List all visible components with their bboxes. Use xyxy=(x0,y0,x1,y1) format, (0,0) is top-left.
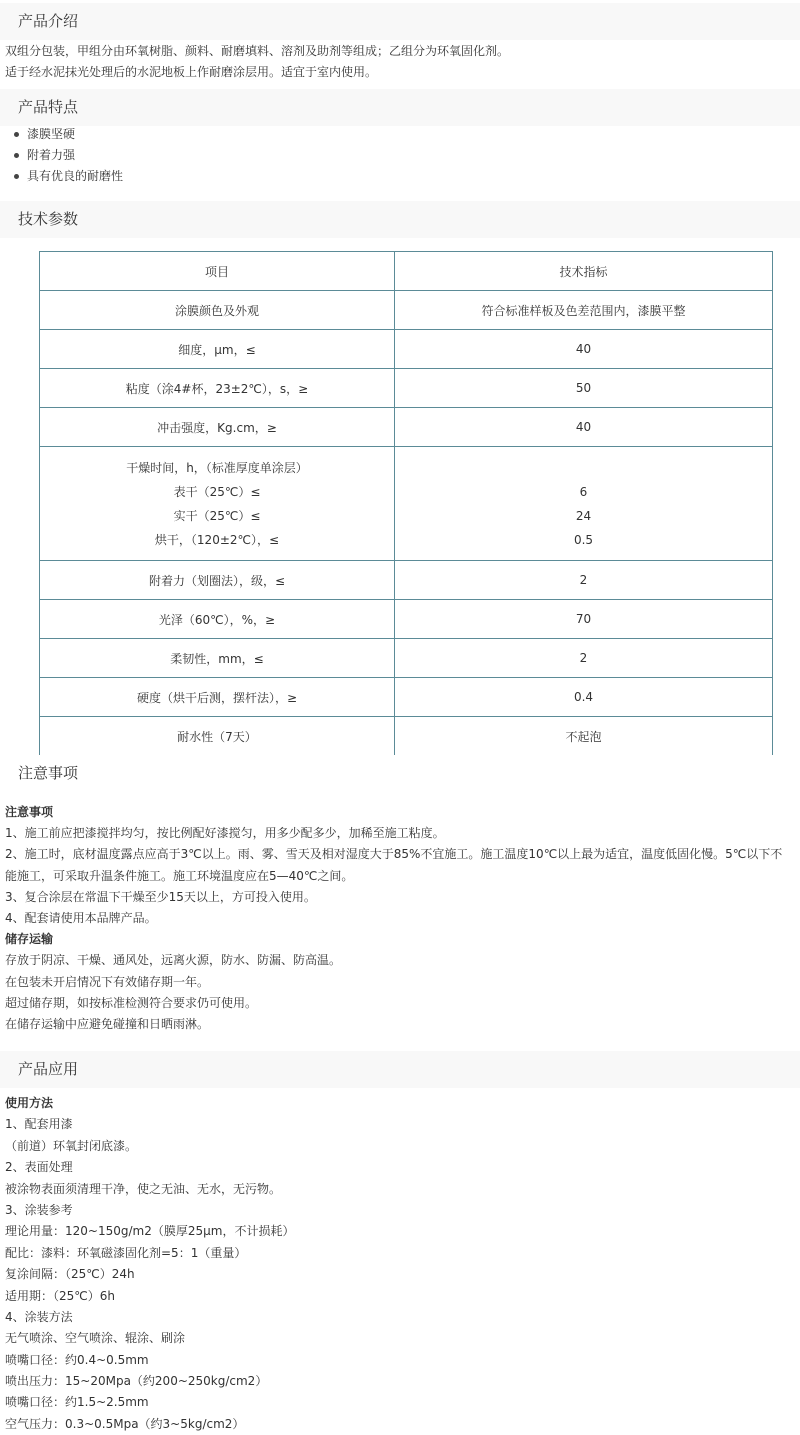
usage-line: 被涂物表面须清理干净，使之无油、无水，无污物。 xyxy=(5,1181,282,1196)
usage-line: 适用期：（25℃）6h xyxy=(5,1288,115,1303)
table-row xyxy=(40,408,773,447)
table-cell-item: 柔韧性，mm，≤ xyxy=(40,639,395,678)
table-row xyxy=(40,600,773,639)
table-cell-value: 2 xyxy=(395,561,773,600)
table-row xyxy=(40,291,773,330)
drying-value-line: 0.5 xyxy=(573,532,594,547)
notes-subheading: 注意事项 xyxy=(5,805,54,819)
bullet-icon xyxy=(14,153,19,158)
drying-item-line: 干燥时间，h，（标准厚度单涂层） xyxy=(126,460,308,475)
intro-line: 适于经水泥抹光处理后的水泥地板上作耐磨涂层用。适宜于室内使用。 xyxy=(5,65,378,79)
storage-line: 在储存运输中应避免碰撞和日晒雨淋。 xyxy=(5,1016,210,1031)
storage-line: 超过储存期，如按标准检测符合要求仍可使用。 xyxy=(5,995,258,1010)
usage-line: 4、涂装方法 xyxy=(5,1309,73,1324)
bullet-icon xyxy=(14,174,19,179)
storage-subheading: 储存运输 xyxy=(5,932,54,947)
usage-line: 3、涂装参考 xyxy=(5,1202,73,1217)
intro-line: 双组分包装，甲组分由环氧树脂、颜料、耐磨填料、溶剂及助剂等组成；乙组分为环氧固化剂。 xyxy=(5,44,510,58)
notes-line: 能施工，可采取升温条件施工。施工环境温度应在5—40℃之间。 xyxy=(5,868,354,883)
table-cell-value: 符合标准样板及色差范围内，漆膜平整 xyxy=(395,291,773,330)
usage-line: 理论用量：120~150g/m2（膜厚25μm，不计损耗） xyxy=(5,1224,295,1239)
notes-line: 4、配套请使用本品牌产品。 xyxy=(5,910,157,925)
drying-item-line: 实干（25℃）≤ xyxy=(173,508,261,523)
usage-line: （前道）环氧封闭底漆。 xyxy=(5,1138,138,1153)
notes-line: 3、复合涂层在常温下干燥至少15天以上，方可投入使用。 xyxy=(5,889,316,904)
table-cell-item: 硬度（烘干后测，摆杆法），≥ xyxy=(40,678,395,717)
tech-params-table xyxy=(39,251,773,756)
intro-text xyxy=(5,41,509,83)
usage-line: 喷嘴口径：约0.4~0.5mm xyxy=(5,1352,149,1367)
table-cell-value: 40 xyxy=(395,408,773,447)
feature-label: 具有优良的耐磨性 xyxy=(27,169,124,183)
usage-line: 1、配套用漆 xyxy=(5,1117,73,1132)
table-cell-value: 0.4 xyxy=(395,678,773,717)
storage-line: 存放于阴凉、干燥、通风处，远离火源，防水、防漏、防高温。 xyxy=(5,953,342,968)
table-cell-item: 耐水性（7天） xyxy=(40,717,395,756)
section-heading-application: 产品应用 xyxy=(0,1051,800,1088)
table-cell-item: 细度，μm，≤ xyxy=(40,330,395,369)
notes-line: 2、施工时，底材温度露点应高于3℃以上。雨、雾、雪天及相对湿度大于85%不宜施工。施工温度10℃以上最为适宜，温度低固化慢。5℃以下不 xyxy=(5,847,783,862)
table-cell-item: 光泽（60℃），%，≥ xyxy=(40,600,395,639)
table-row xyxy=(40,561,773,600)
table-cell-item: 粘度（涂4#杯，23±2℃），s，≥ xyxy=(40,369,395,408)
feature-list xyxy=(14,124,123,187)
usage-line: 无气喷涂、空气喷涂、辊涂、刷涂 xyxy=(5,1331,186,1346)
table-cell-value xyxy=(395,447,773,561)
usage-line: 喷出压力：15~20Mpa（约200~250kg/cm2） xyxy=(5,1374,268,1389)
table-row-drying xyxy=(40,447,773,561)
table-row xyxy=(40,369,773,408)
application-body xyxy=(5,1093,294,1435)
table-cell-value: 70 xyxy=(395,600,773,639)
usage-line: 喷嘴口径：约1.5~2.5mm xyxy=(5,1395,149,1410)
table-header-item: 项目 xyxy=(40,252,395,291)
usage-line: 2、表面处理 xyxy=(5,1160,73,1175)
drying-value-line: 24 xyxy=(575,508,592,523)
storage-line: 在包装未开启情况下有效储存期一年。 xyxy=(5,974,210,989)
table-row xyxy=(40,717,773,756)
feature-item xyxy=(14,166,123,187)
table-cell-value: 50 xyxy=(395,369,773,408)
bullet-icon xyxy=(14,132,19,137)
drying-value-line xyxy=(395,456,772,480)
table-row xyxy=(40,639,773,678)
section-heading-tech: 技术参数 xyxy=(0,201,800,238)
notes-line: 1、施工前应把漆搅拌均匀，按比例配好漆搅匀，用多少配多少，加稀至施工粘度。 xyxy=(5,826,445,841)
feature-item xyxy=(14,145,123,166)
feature-label: 附着力强 xyxy=(27,148,76,162)
section-heading-intro: 产品介绍 xyxy=(0,3,800,40)
drying-value-line: 6 xyxy=(579,484,588,499)
section-heading-notes: 注意事项 xyxy=(0,755,800,792)
feature-item xyxy=(14,124,123,145)
table-cell-item xyxy=(40,447,395,561)
section-heading-features: 产品特点 xyxy=(0,89,800,126)
table-cell-item: 涂膜颜色及外观 xyxy=(40,291,395,330)
usage-line: 配比：漆料：环氧磁漆固化剂=5：1（重量） xyxy=(5,1245,247,1260)
table-header-row xyxy=(40,252,773,291)
table-cell-value: 40 xyxy=(395,330,773,369)
drying-item-line: 表干（25℃）≤ xyxy=(173,484,261,499)
table-cell-value: 2 xyxy=(395,639,773,678)
table-header-value: 技术指标 xyxy=(395,252,773,291)
table-cell-item: 附着力（划圈法），级，≤ xyxy=(40,561,395,600)
table-row xyxy=(40,678,773,717)
usage-subheading: 使用方法 xyxy=(5,1096,54,1110)
notes-body xyxy=(5,802,782,1035)
usage-line: 复涂间隔：（25℃）24h xyxy=(5,1267,135,1282)
drying-item-line: 烘干，（120±2℃），≤ xyxy=(154,532,280,547)
feature-label: 漆膜坚硬 xyxy=(27,127,76,141)
table-cell-item: 冲击强度，Kg.cm，≥ xyxy=(40,408,395,447)
table-row xyxy=(40,330,773,369)
table-cell-value: 不起泡 xyxy=(395,717,773,756)
usage-line: 空气压力：0.3~0.5Mpa（约3~5kg/cm2） xyxy=(5,1416,245,1431)
